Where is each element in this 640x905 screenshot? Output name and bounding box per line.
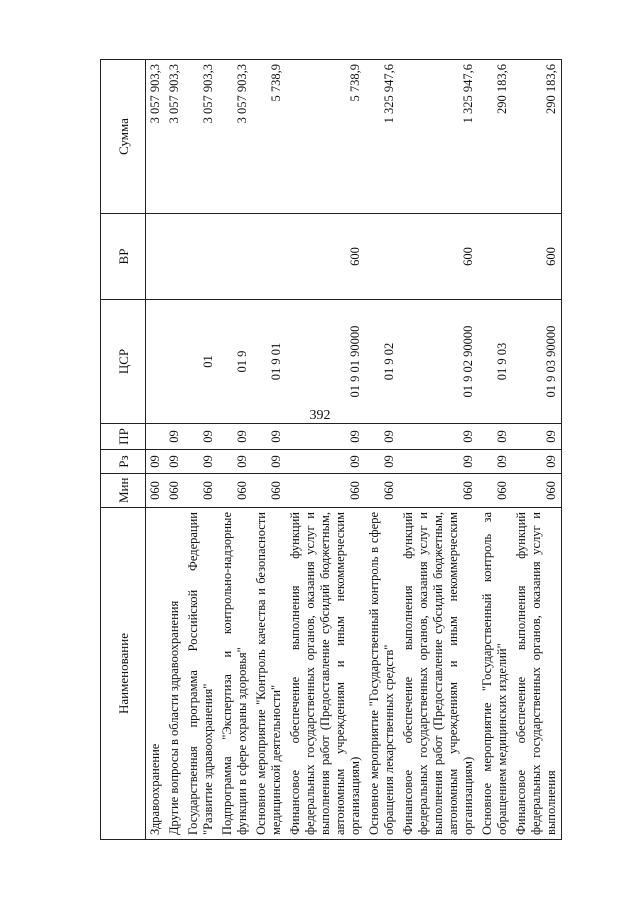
cell-min: 060 <box>399 474 478 508</box>
cell-name: Основное мероприятие "Контроль качества и безопасности медицинской деятельности" <box>252 508 286 840</box>
cell-csr: 01 9 <box>218 300 252 424</box>
table-header-row <box>101 60 146 840</box>
cell-min: 060 <box>365 474 399 508</box>
cell-pr: 09 <box>218 424 252 450</box>
cell-csr <box>165 300 184 424</box>
cell-rz: 09 <box>252 450 286 474</box>
cell-csr: 01 9 01 <box>252 300 286 424</box>
cell-rz: 09 <box>478 450 512 474</box>
cell-rz: 09 <box>184 450 218 474</box>
table-row <box>399 60 478 840</box>
header-rz: Рз <box>101 450 146 474</box>
cell-name: Финансовое обеспечение выполнения функций федеральных государственных органов, оказания услуг и выполнения работ (Предоставление субсидий бюджетным, автономным учреждениям и иным некоммерческим организациям) <box>286 508 365 840</box>
cell-rz: 09 <box>218 450 252 474</box>
table-row <box>512 60 562 840</box>
cell-rz: 09 <box>399 450 478 474</box>
cell-vr: 600 <box>512 214 562 300</box>
table-row <box>478 60 512 840</box>
cell-name: Подпрограмма "Экспертиза и контрольно-надзорные функции в сфере охраны здоровья" <box>218 508 252 840</box>
cell-vr <box>478 214 512 300</box>
cell-csr: 01 9 02 90000 <box>399 300 478 424</box>
table-row <box>286 60 365 840</box>
cell-sum: 290 183,6 <box>478 60 512 214</box>
cell-vr <box>146 214 166 300</box>
cell-vr <box>365 214 399 300</box>
cell-min: 060 <box>286 474 365 508</box>
cell-min: 060 <box>184 474 218 508</box>
cell-sum: 3 057 903,3 <box>218 60 252 214</box>
header-sum: Сумма <box>101 60 146 214</box>
cell-sum: 290 183,6 <box>512 60 562 214</box>
table-row <box>252 60 286 840</box>
cell-pr: 09 <box>478 424 512 450</box>
cell-csr: 01 9 03 <box>478 300 512 424</box>
cell-pr: 09 <box>365 424 399 450</box>
cell-rz: 09 <box>165 450 184 474</box>
cell-name: Государственная программа Российской Федерации "Развитие здравоохранения" <box>184 508 218 840</box>
cell-sum: 1 325 947,6 <box>365 60 399 214</box>
header-vr: ВР <box>101 214 146 300</box>
cell-pr <box>146 424 166 450</box>
cell-csr: 01 9 02 <box>365 300 399 424</box>
cell-min: 060 <box>218 474 252 508</box>
header-csr: ЦСР <box>101 300 146 424</box>
cell-csr <box>146 300 166 424</box>
cell-sum: 5 738,9 <box>252 60 286 214</box>
cell-csr: 01 9 01 90000 <box>286 300 365 424</box>
header-name: Наименование <box>101 508 146 840</box>
header-min: Мин <box>101 474 146 508</box>
cell-name: Здравоохранение <box>146 508 166 840</box>
cell-sum: 3 057 903,3 <box>184 60 218 214</box>
cell-rz: 09 <box>286 450 365 474</box>
cell-pr: 09 <box>512 424 562 450</box>
cell-rz: 09 <box>146 450 166 474</box>
cell-csr: 01 <box>184 300 218 424</box>
cell-pr: 09 <box>165 424 184 450</box>
cell-vr <box>184 214 218 300</box>
cell-rz: 09 <box>365 450 399 474</box>
cell-vr <box>218 214 252 300</box>
rotated-table-container <box>100 60 620 840</box>
cell-vr <box>165 214 184 300</box>
cell-name: Основное мероприятие "Государственный контроль за обращением медицинских изделий" <box>478 508 512 840</box>
cell-min: 060 <box>478 474 512 508</box>
cell-min: 060 <box>512 474 562 508</box>
table-row <box>184 60 218 840</box>
table-row <box>146 60 166 840</box>
page-number: 392 <box>309 408 331 423</box>
table-row <box>218 60 252 840</box>
table-row <box>165 60 184 840</box>
cell-min: 060 <box>146 474 166 508</box>
cell-name: Финансовое обеспечение выполнения функций федеральных государственных органов, оказания услуг и выполнения <box>512 508 562 840</box>
cell-vr: 600 <box>286 214 365 300</box>
cell-pr: 09 <box>286 424 365 450</box>
cell-vr <box>252 214 286 300</box>
cell-rz: 09 <box>512 450 562 474</box>
cell-sum: 1 325 947,6 <box>399 60 478 214</box>
budget-table <box>100 59 562 840</box>
cell-name: Основное мероприятие "Государственный контроль в сфере обращения лекарственных средств" <box>365 508 399 840</box>
cell-name: Финансовое обеспечение выполнения функций федеральных государственных органов, оказания услуг и выполнения работ (Предоставление субсидий бюджетным, автономным учреждениям и иным некоммерческим организациям) <box>399 508 478 840</box>
table-row <box>365 60 399 840</box>
cell-min: 060 <box>252 474 286 508</box>
cell-name: Другие вопросы в области здравоохранения <box>165 508 184 840</box>
cell-pr: 09 <box>399 424 478 450</box>
cell-vr: 600 <box>399 214 478 300</box>
cell-pr: 09 <box>252 424 286 450</box>
cell-pr: 09 <box>184 424 218 450</box>
cell-csr: 01 9 03 90000 <box>512 300 562 424</box>
cell-min: 060 <box>165 474 184 508</box>
header-pr: ПР <box>101 424 146 450</box>
cell-sum: 5 738,9 <box>286 60 365 214</box>
cell-sum: 3 057 903,3 <box>146 60 166 214</box>
table-body <box>146 60 562 840</box>
cell-sum: 3 057 903,3 <box>165 60 184 214</box>
